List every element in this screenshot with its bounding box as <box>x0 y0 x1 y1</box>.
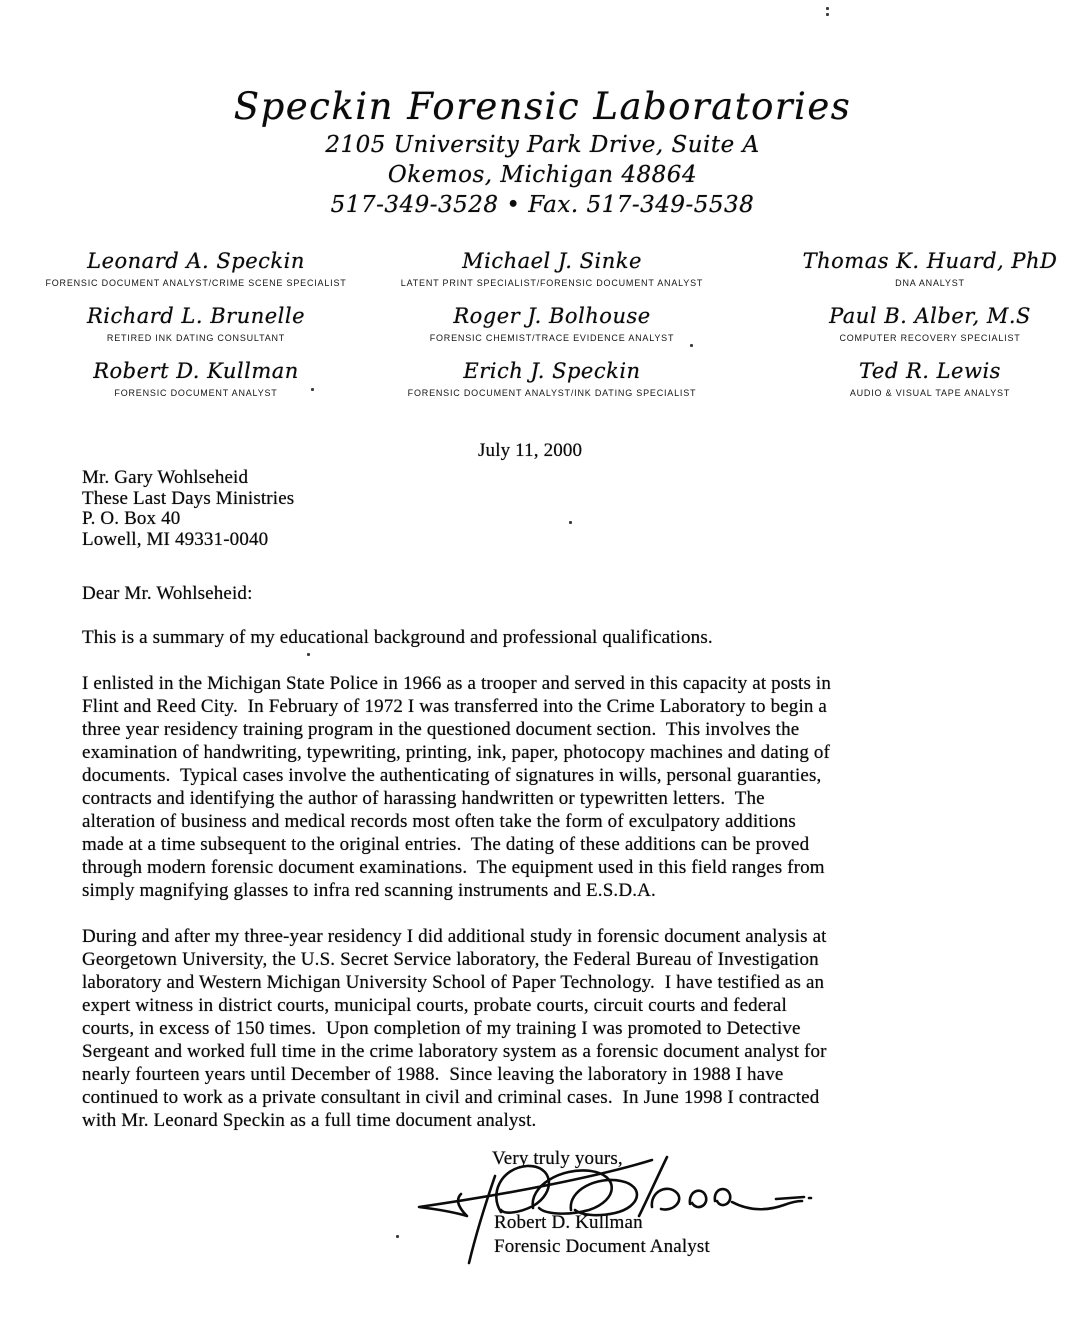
signature-handwriting <box>405 1150 815 1268</box>
text-line: P. O. Box 40 <box>82 508 181 529</box>
scan-speck-artifact <box>311 388 314 391</box>
scan-speck-artifact <box>690 344 693 347</box>
text-line: During and after my three-year residency I did additional study in forensic document analysis at <box>82 926 827 947</box>
staff-entry <box>16 246 376 289</box>
text-line: examination of handwriting, typewriting, printing, ink, paper, photocopy machines and dating of <box>82 742 830 763</box>
scan-speck-artifact <box>569 521 572 524</box>
paragraph-summary <box>82 626 1042 649</box>
salutation: Dear Mr. Wohlseheid: <box>82 583 253 604</box>
text-line: I enlisted in the Michigan State Police in 1966 as a trooper and served in this capacity at posts in <box>82 673 831 694</box>
staff-column-left <box>16 246 376 411</box>
text-line: courts, in excess of 150 times. Upon completion of my training I was promoted to Detective <box>82 1018 801 1039</box>
staff-entry <box>377 246 727 289</box>
staff-title: RETIRED INK DATING CONSULTANT <box>106 333 286 343</box>
text-line: Flint and Reed City. In February of 1972 I was transferred into the Crime Laboratory to begin a <box>82 696 828 717</box>
staff-name: Richard L. Brunelle <box>86 304 306 328</box>
signer-title: Forensic Document Analyst <box>494 1236 710 1257</box>
text-line: through modern forensic document examinations. The equipment used in this field ranges from <box>82 857 825 878</box>
staff-title: FORENSIC DOCUMENT ANALYST <box>114 388 278 398</box>
staff-title: DNA ANALYST <box>895 278 965 288</box>
text-line: Mr. Gary Wohlseheid <box>82 467 249 488</box>
staff-name: Leonard A. Speckin <box>87 249 305 273</box>
staff-title: LATENT PRINT SPECIALIST/FORENSIC DOCUMENT ANALYST <box>400 278 704 288</box>
staff-title: FORENSIC DOCUMENT ANALYST/CRIME SCENE SPECIALIST <box>45 278 347 288</box>
letter-date: July 11, 2000 <box>478 440 583 461</box>
staff-entry <box>16 356 376 399</box>
company-name: Speckin Forensic Laboratories <box>233 85 852 128</box>
scan-speck-artifact <box>396 1235 399 1238</box>
text-line: simply magnifying glasses to infra red scanning instruments and E.S.D.A. <box>82 880 656 901</box>
recipient-address-block <box>82 468 294 550</box>
staff-name: Thomas K. Huard, PhD <box>802 249 1058 273</box>
letterhead-address: 2105 University Park Drive, Suite A <box>325 132 760 158</box>
letterhead <box>0 84 1085 220</box>
signer-name: Robert D. Kullman <box>494 1212 643 1233</box>
staff-entry <box>760 246 1085 289</box>
scan-speck-artifact <box>826 7 829 10</box>
staff-column-middle <box>377 246 727 411</box>
text-line: with Mr. Leonard Speckin as a full time document analyst. <box>82 1110 537 1131</box>
staff-title: FORENSIC DOCUMENT ANALYST/INK DATING SPECIALIST <box>407 388 697 398</box>
text-line: contracts and identifying the author of harassing handwritten or typewritten letters. The <box>82 788 765 809</box>
text-line: Sergeant and worked full time in the crime laboratory system as a forensic document analyst for <box>82 1041 827 1062</box>
text-line: nearly fourteen years until December of 1988. Since leaving the laboratory in 1988 I have <box>82 1064 784 1085</box>
staff-title: COMPUTER RECOVERY SPECIALIST <box>839 333 1021 343</box>
text-line: alteration of business and medical records most often take the form of exculpatory additions <box>82 811 796 832</box>
staff-name: Ted R. Lewis <box>859 359 1001 383</box>
staff-entry <box>377 356 727 399</box>
scan-speck-artifact <box>826 13 829 16</box>
staff-directory <box>0 246 1085 416</box>
text-line: expert witness in district courts, municipal courts, probate courts, circuit courts and federal <box>82 995 787 1016</box>
paragraph-additional-study <box>82 925 1042 1132</box>
text-line: documents. Typical cases involve the authenticating of signatures in wills, personal guaranties, <box>82 765 822 786</box>
staff-column-right <box>760 246 1085 411</box>
scan-speck-artifact <box>307 653 310 656</box>
text-line: three year residency training program in the questioned document section. This involves the <box>82 719 800 740</box>
text-line: Georgetown University, the U.S. Secret Service laboratory, the Federal Bureau of Investigation <box>82 949 819 970</box>
staff-entry <box>16 301 376 344</box>
text-line: Lowell, MI 49331-0040 <box>82 528 269 550</box>
staff-title: AUDIO & VISUAL TAPE ANALYST <box>849 388 1011 398</box>
staff-entry <box>760 301 1085 344</box>
text-line: This is a summary of my educational background and professional qualifications. <box>82 627 713 648</box>
staff-title: FORENSIC CHEMIST/TRACE EVIDENCE ANALYST <box>429 333 675 343</box>
staff-name: Michael J. Sinke <box>462 249 642 273</box>
text-line: made at a time subsequent to the original entries. The dating of these additions can be proved <box>82 834 810 855</box>
text-line: continued to work as a private consultant in civil and criminal cases. In June 1998 I contracted <box>82 1087 820 1108</box>
paragraph-career-history <box>82 672 1042 902</box>
staff-name: Roger J. Bolhouse <box>453 304 651 328</box>
letterhead-city: Okemos, Michigan 48864 <box>387 162 698 188</box>
staff-name: Paul B. Alber, M.S <box>829 304 1031 328</box>
closing-phrase: Very truly yours, <box>492 1148 623 1169</box>
text-line: These Last Days Ministries <box>82 487 295 509</box>
staff-name: Robert D. Kullman <box>93 359 299 383</box>
staff-entry <box>760 356 1085 399</box>
letterhead-phone-fax: 517-349-3528 • Fax. 517-349-5538 <box>330 192 755 218</box>
text-line: laboratory and Western Michigan University School of Paper Technology. I have testified as an <box>82 972 825 993</box>
staff-entry <box>377 301 727 344</box>
staff-name: Erich J. Speckin <box>463 359 641 383</box>
